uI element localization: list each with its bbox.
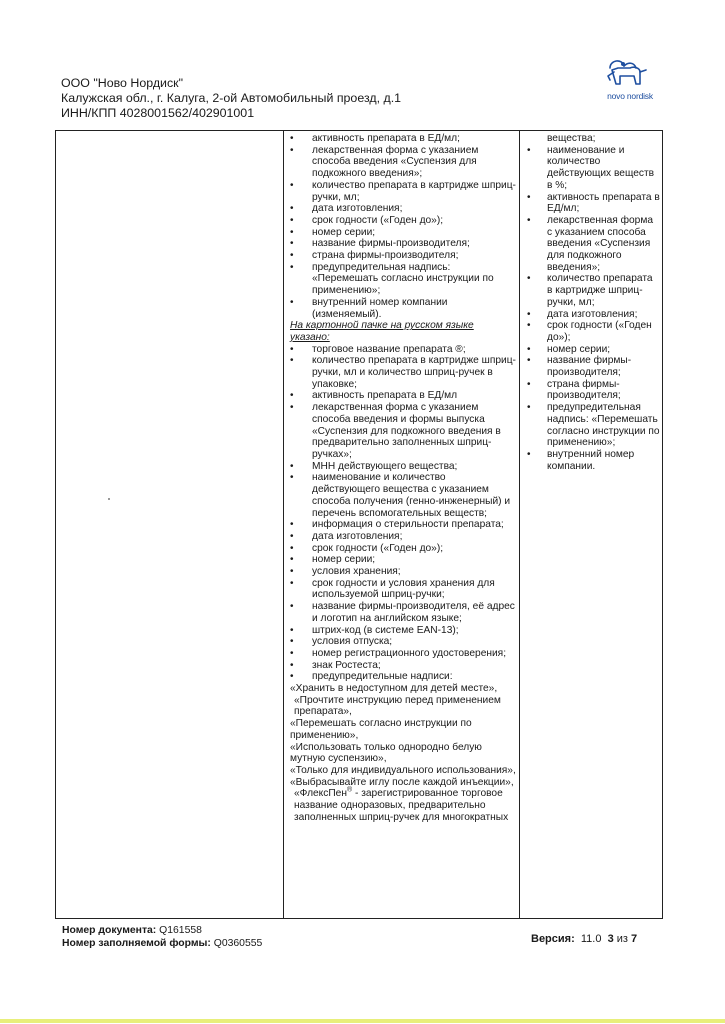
scan-edge-line — [0, 1019, 725, 1023]
footer-document-info — [62, 924, 262, 950]
list-item: • активность препарата в ЕД/мл; — [288, 133, 516, 145]
document-header — [61, 76, 401, 120]
flexpen-note — [288, 788, 516, 823]
page-total: 7 — [631, 933, 638, 945]
column-russian-labeling — [288, 133, 516, 823]
list-item: • предупредительные надписи: — [288, 671, 516, 683]
table-divider-1 — [283, 131, 284, 918]
cartridge-label-list — [288, 133, 516, 320]
list-item: • МНН действующего вещества; — [288, 461, 516, 473]
document-number-row — [62, 924, 262, 937]
document-number-label: Номер документа: — [62, 925, 157, 936]
carton-section-heading: На картонной пачке на русском языке указано: — [290, 320, 474, 343]
list-item: • наименование и количество действующих веществ в %; — [525, 145, 660, 192]
list-item: • предупредительная надпись: «Перемешать согласно инструкции по применению»; — [525, 402, 660, 449]
table-divider-2 — [519, 131, 520, 918]
list-item: • знак Ростеста; — [288, 660, 516, 672]
list-item: • количество препарата в картридже шприц-ручки, мл; — [288, 180, 516, 203]
company-name: ООО "Ново Нордиск" — [61, 76, 183, 90]
novo-nordisk-logo — [598, 56, 662, 104]
warning-line: «Хранить в недоступном для детей месте», — [290, 683, 498, 695]
list-item: • номер серии; — [525, 344, 660, 356]
list-item: • дата изготовления; — [525, 309, 660, 321]
list-item: • номер серии; — [288, 227, 516, 239]
list-item: • количество препарата в картридже шприц-ручки, мл; — [525, 273, 660, 308]
company-inn: ИНН/КПП 4028001562/402901001 — [61, 105, 255, 120]
form-number: Q0360555 — [213, 938, 263, 949]
content-table — [55, 130, 663, 919]
list-item: • активность препарата в ЕД/мл; — [525, 192, 660, 215]
list-item: • страна фирмы-производителя; — [288, 250, 516, 262]
list-item: • лекарственная форма с указанием способа введения «Суспензия для подкожного введения»; — [525, 215, 660, 274]
page-number: 3 — [607, 933, 614, 945]
registered-mark: ® — [346, 786, 353, 794]
list-item: • условия хранения; — [288, 566, 516, 578]
apis-bull-icon — [598, 56, 662, 92]
list-item: • номер регистрационного удостоверения; — [288, 648, 516, 660]
list-item: • наименование и количество действующего вещества с указанием способа получения (генно-инженерный) и перечень вспомогательных веществ; — [288, 472, 516, 519]
list-item: • предупредительная надпись: «Перемешать согласно инструкции по применению»; — [288, 262, 516, 297]
list-item: • номер серии; — [288, 554, 516, 566]
list-item: • название фирмы-производителя, её адрес и логотип на английском языке; — [288, 601, 516, 624]
list-item: • количество препарата в картридже шприц-ручки, мл и количество шприц-ручек в упаковке; — [288, 355, 516, 390]
list-item: • условия отпуска; — [288, 636, 516, 648]
warning-line: «Прочтите инструкцию перед применением препарата», — [294, 694, 501, 718]
table-border-right — [662, 131, 663, 918]
table-border-left — [55, 131, 56, 918]
warning-line: «Только для индивидуального использования», — [290, 764, 516, 776]
list-item-continued: вещества; — [547, 133, 596, 144]
list-item: • срок годности («Годен до»); — [288, 543, 516, 555]
list-item: • внутренний номер компании. — [525, 449, 660, 472]
warning-line: «Перемешать согласно инструкции по применению», — [290, 718, 472, 741]
footer-version-info — [531, 933, 637, 945]
list-item: • внутренний номер компании (изменяемый). — [288, 297, 516, 320]
version-number: 11.0 — [580, 933, 602, 945]
column-english-labeling — [525, 133, 660, 472]
label-list — [525, 133, 660, 472]
list-item: • срок годности («Годен до»); — [525, 320, 660, 343]
list-item: • срок годности и условия хранения для используемой шприц-ручки; — [288, 578, 516, 601]
list-item: • торговое название препарата ®; — [288, 344, 516, 356]
list-item: • название фирмы-производителя; — [525, 355, 660, 378]
list-item: • страна фирмы-производителя; — [525, 379, 660, 402]
flexpen-prefix: «ФлексПен — [294, 788, 347, 800]
form-number-row — [62, 937, 262, 950]
list-item: • лекарственная форма с указанием способа введения «Суспензия для подкожного введения»; — [288, 145, 516, 180]
document-number: Q161558 — [159, 925, 202, 936]
logo-text: novo nordisk — [607, 91, 653, 101]
warning-line: «Выбрасывайте иглу после каждой инъекции», — [290, 776, 514, 788]
list-item: • дата изготовления; — [288, 203, 516, 215]
scan-speck — [108, 498, 110, 500]
carton-label-list — [288, 344, 516, 683]
list-item: • информация о стерильности препарата; — [288, 519, 516, 531]
version-label: Версия: — [531, 933, 575, 945]
warning-line: «Использовать только однородно белую мутную суспензию», — [290, 741, 482, 765]
list-item: • штрих-код (в системе EAN-13); — [288, 625, 516, 637]
form-number-label: Номер заполняемой формы: — [62, 938, 211, 949]
list-item: • активность препарата в ЕД/мл — [288, 390, 516, 402]
company-address: Калужская обл., г. Калуга, 2-ой Автомобильный проезд, д.1 — [61, 90, 402, 105]
page-of: из — [616, 933, 628, 945]
list-item: • срок годности («Годен до»); — [288, 215, 516, 227]
list-item: • дата изготовления; — [288, 531, 516, 543]
list-item: • название фирмы-производителя; — [288, 238, 516, 250]
list-item: • лекарственная форма с указанием способа введения и формы выпуска «Суспензия для подкожного введения в предварительно заполненных шприц-ручках»; — [288, 402, 516, 461]
flexpen-text: - зарегистрированное торговое название одноразовых, предварительно заполненных шприц-ручек для многократных — [294, 788, 509, 823]
